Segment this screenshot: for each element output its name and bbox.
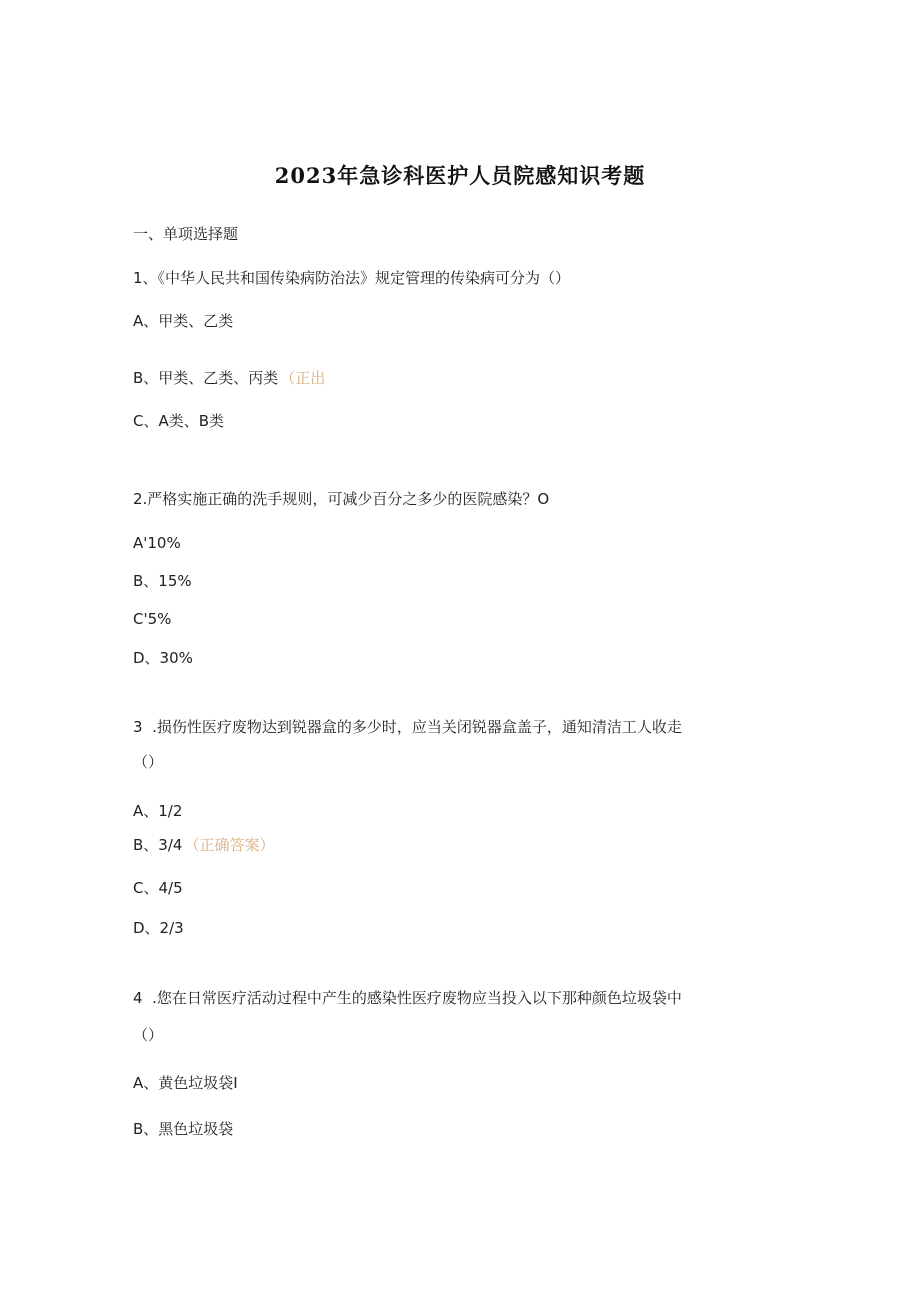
question-1-stem: 1、《中华人民共和国传染病防治法》规定管理的传染病可分为（） [133,269,571,287]
question-3-option-b-text: B、3/4 [133,836,183,854]
question-2-option-a: A'10% [133,534,181,552]
question-4-option-a: A、黄色垃圾袋I [133,1074,238,1092]
question-4-stem-line-1: 4 .您在日常医疗活动过程中产生的感染性医疗废物应当投入以下那种颜色垃圾袋中 [133,989,682,1007]
question-4-stem-line-2: （） [133,1026,164,1044]
page-title: 2023年急诊科医护人员院感知识考题 [274,163,646,188]
question-1-answer-note: （正出 [280,369,326,387]
question-1-option-c: C、A类、B类 [133,412,225,430]
question-3-answer-note: （正确答案） [184,836,275,854]
question-3-stem-line-1: 3 .损伤性医疗废物达到锐器盒的多少时，应当关闭锐器盒盖子，通知清洁工人收走 [133,718,682,736]
question-1-option-a: A、甲类、乙类 [133,312,234,330]
question-2-option-d: D、30% [133,649,193,667]
question-3-option-b [133,835,274,855]
question-4-option-b: B、黑色垃圾袋 [133,1120,234,1138]
question-3-option-d: D、2/3 [133,919,184,937]
question-3-stem-line-2: （） [133,753,164,771]
question-2-option-b: B、15% [133,572,192,590]
section-heading: 一、单项选择题 [133,225,239,243]
question-1-option-b-text: B、甲类、乙类、丙类 [133,369,279,387]
question-3-option-c: C、4/5 [133,879,183,897]
question-2-stem: 2.严格实施正确的洗手规则，可减少百分之多少的医院感染？O [133,490,550,508]
question-3-option-a: A、1/2 [133,802,183,820]
question-2-option-c: C'5% [133,610,172,628]
question-1-option-b [133,368,325,388]
